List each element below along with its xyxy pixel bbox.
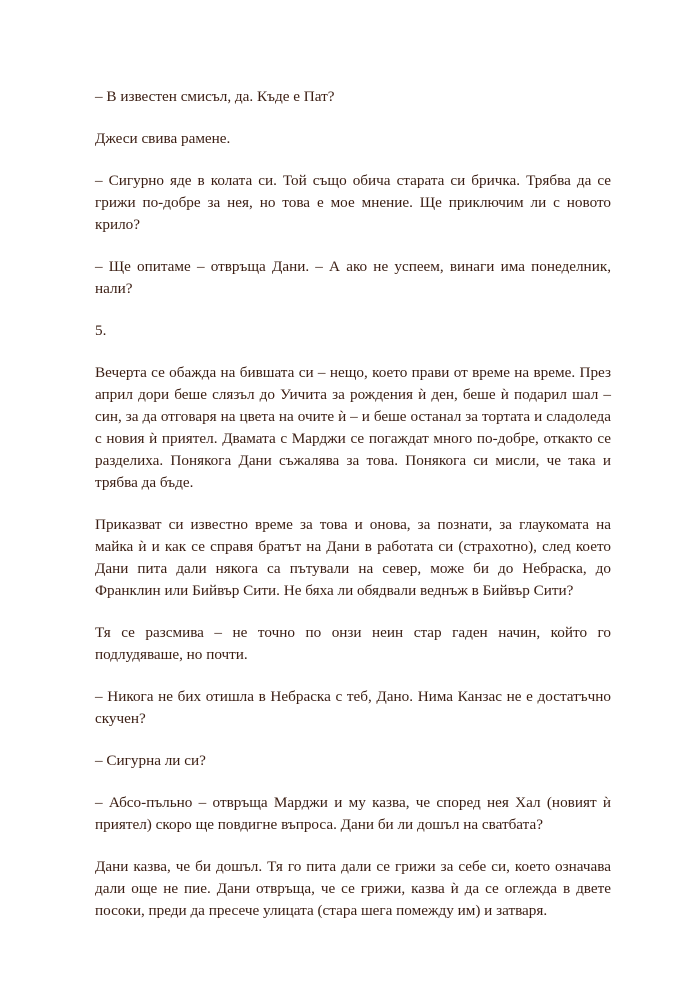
paragraph-hangs-up: Дани казва, че би дошъл. Тя го пита дали се грижи за себе си, което означава дали още не пие. Дани отвръща, че се грижи, казва ѝ да се оглежда в двете посоки, преди да пресече улицата (стара шега помежду им) и затваря.: [95, 858, 611, 919]
paragraph-small-talk: Приказват си известно време за това и онова, за познати, за глаукомата на майка ѝ и как се справя братът на Дани в работата си (страхотно), след което Дани пита дали някога са пътували на север, може би до Небраска, до Франклин или Бийвър Сити. Не бяха ли обядвали веднъж в Бийвър Сити?: [95, 516, 611, 599]
paragraph-dialogue-nebraska: – Никога не бих отишла в Небраска с теб, Дано. Нима Канзас не е достатъчно скучен?: [95, 688, 611, 727]
paragraph-call-ex-wife: Вечерта се обажда на бившата си – нещо, което прави от време на време. През април дори беше слязъл до Уичита за рождения ѝ ден, беше ѝ подарил шал – син, за да отговаря на цвета на очите ѝ – и беше останал за тортата и сладоледа с новия ѝ приятел. Двамата с Марджи се погаждат много по-добре, откакто се разделиха. Понякога Дани съжалява за това. Понякога си мисли, че така и трябва да бъде.: [95, 364, 611, 491]
text-body: [95, 86, 611, 942]
paragraph-jessie-shrugs: Джеси свива рамене.: [95, 130, 231, 147]
paragraph-dialogue-old-car: – Сигурно яде в колата си. Той също обича старата си бричка. Трябва да се грижи по-добре за нея, но това е мое мнение. Ще приключим ли с новото крило?: [95, 172, 611, 233]
paragraph-dialogue-are-you-sure: – Сигурна ли си?: [95, 752, 206, 769]
paragraph-dialogue-where-is-pat: – В известен смисъл, да. Къде е Пат?: [95, 88, 335, 105]
paragraph-dialogue-wedding: – Абсо-пъльно – отвръща Марджи и му казва, че според нея Хал (новият ѝ приятел) скоро ще повдигне въпроса. Дани би ли дошъл на сватбата?: [95, 794, 611, 833]
section-number: 5.: [95, 322, 107, 339]
paragraph-she-laughs: Тя се разсмива – не точно по онзи неин стар гаден начин, който го подлудяваше, но почти.: [95, 624, 611, 663]
paragraph-dialogue-monday: – Ще опитаме – отвръща Дани. – А ако не успеем, винаги има понеделник, нали?: [95, 258, 611, 297]
